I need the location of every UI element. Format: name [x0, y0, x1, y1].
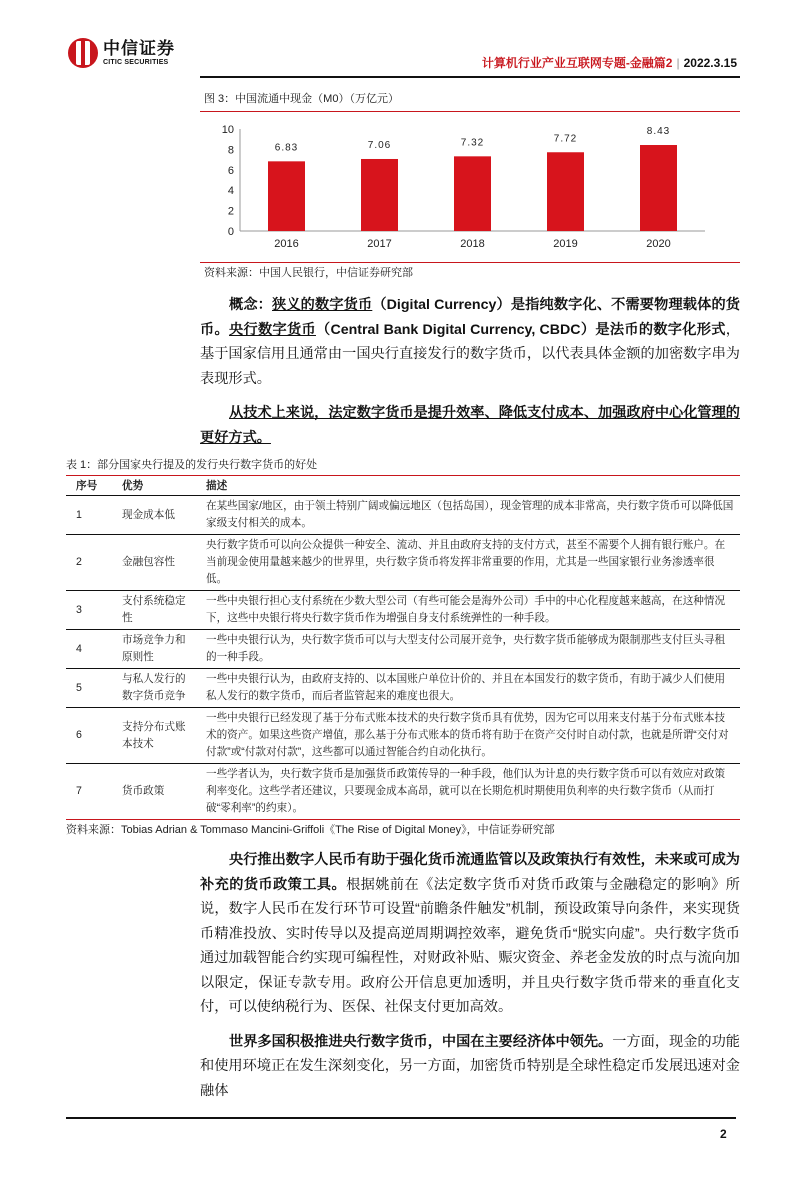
table-row: [66, 535, 740, 591]
row-index: 1: [66, 496, 112, 535]
p3-bold: 央行推出数字人民币有助于强化货币流通监管以及政策执行有效性，未来或可成为补充的货币政策工具。: [200, 852, 740, 893]
m0-bar-chart: [200, 112, 740, 257]
bar: [547, 152, 584, 231]
row-index: 7: [76, 785, 82, 797]
table-row: [66, 708, 740, 764]
row-advantage: 与私人发行的数字货币竞争: [112, 669, 196, 708]
logo-en: CITIC SECURITIES: [103, 59, 169, 66]
row-description: 一些中央银行担心支付系统在少数大型公司（有些可能会是海外公司）手中的中心化程度越来越高，在这种情况下，这些中央银行将央行数字货币作为增强自身支付系统弹性的一种手段。: [196, 591, 740, 630]
global-cbdc-paragraph: [200, 1030, 740, 1104]
p1-s5: （Central Bank Digital Currency, CBDC）是法币的数字化形式: [315, 321, 726, 338]
page-footer: [0, 1103, 793, 1193]
table-row: [66, 669, 740, 708]
report-date: 2022.3.15: [683, 56, 737, 70]
y-tick-label: 6: [227, 164, 234, 177]
x-tick-label: 2019: [553, 238, 578, 250]
y-tick-label: 2: [227, 205, 234, 218]
row-advantage: 金融包容性: [112, 535, 196, 591]
concept-paragraph: [200, 293, 740, 391]
x-tick-label: 2018: [460, 238, 485, 250]
row-index: 4: [66, 630, 112, 669]
table-row: [66, 591, 740, 630]
y-tick-label: 0: [227, 226, 234, 238]
row-description: 一些中央银行认为，央行数字货币可以与大型支付公司展开竞争，央行数字货币能够成为限制那些支付巨头寻租的一种手段。: [196, 630, 740, 669]
citic-logo-icon: [68, 38, 98, 68]
table-bottom-rule: [66, 819, 740, 820]
data-label: 7.06: [367, 139, 392, 151]
row-description: 一些中央银行认为，由政府支持的、以本国账户单位计价的、并且在本国发行的数字货币，有助于减少人们使用私人发行的数字货币，而后者监管起来的难度也很大。: [196, 669, 740, 708]
header-index: 序号: [66, 476, 112, 496]
header-separator: |: [676, 56, 680, 70]
table-row: [66, 630, 740, 669]
figure-caption: 图 3：中国流通中现金（M0）（万亿元）: [204, 93, 399, 105]
figure-source: 资料来源：中国人民银行，中信证券研究部: [204, 267, 413, 279]
header-rule: [200, 76, 740, 78]
row-index: 3: [66, 591, 112, 630]
bar: [640, 145, 677, 231]
row-description: 一些学者认为，央行数字货币是加强货币政策传导的一种手段，他们认为计息的央行数字货币可以有效应对政策利率变化。这些学者还建议，只要现金成本高昂，就可以在长期危机时期使用负利率的央行数字货币（从而打破“零利率”的约束）。: [206, 768, 726, 814]
p1-s2: 狭义的数字货币: [272, 297, 373, 313]
row-index: 5: [66, 669, 112, 708]
company-logo: [68, 38, 175, 68]
data-label: 7.72: [553, 133, 578, 145]
table-row: [66, 496, 740, 535]
table-caption: 表 1：部分国家央行提及的发行央行数字货币的好处: [66, 459, 318, 471]
row-advantage: 支付系统稳定性: [112, 591, 196, 630]
row-index: 2: [66, 535, 112, 591]
row-advantage: 市场竞争力和原则性: [112, 630, 196, 669]
data-label: 6.83: [274, 142, 299, 154]
header-description: 描述: [196, 476, 740, 496]
y-tick-label: 4: [227, 185, 234, 198]
row-description: 在某些国家/地区，由于领土特别广阔或偏远地区（包括岛国），现金管理的成本非常高，央行数字货币可以降低国家级支付相关的成本。: [196, 496, 740, 535]
p4-rest: 一方面，现金的功能和使用环境正在发生深刻变化，另一方面，加密货币特别是全球性稳定币发展迅速对金融体: [200, 1033, 740, 1099]
table-header-row: [66, 476, 740, 496]
technical-paragraph: [200, 401, 740, 450]
y-tick-label: 8: [227, 144, 234, 157]
table-row: [66, 764, 740, 820]
footer-rule: [66, 1117, 736, 1119]
p3-rest: 根据姚前在《法定数字货币对货币政策与金融稳定的影响》所说，数字人民币在发行环节可设置“前瞻条件触发”机制，预设政策导向条件，来实现货币精准投放、实时传导以及提高逆周期调控效率，避免货币“脱实向虚”。央行数字货币通过加载智能合约实现可编程性，对财政补贴、赈灾资金、养老金发放的时点与流向加以限定，保证专款专用。政府公开信息更加透明，并且央行数字货币带来的垂直化支付，可以使纳税行为、医保、社保支付更加高效。: [200, 876, 740, 1015]
row-advantage: 现金成本低: [112, 496, 196, 535]
p1-s1: 概念：: [229, 297, 272, 313]
page-number: 2: [720, 1126, 727, 1141]
p2-text: 从技术上来说，法定数字货币是提升效率、降低支付成本、加强政府中心化管理的更好方式。: [200, 405, 740, 446]
y-tick-label: 10: [221, 124, 234, 136]
x-tick-label: 2017: [367, 238, 392, 250]
row-advantage: 货币政策: [122, 785, 165, 797]
row-description: 央行数字货币可以向公众提供一种安全、流动、并且由政府支持的支付方式，甚至不需要个人拥有银行账户。在当前现金使用量越来越少的世界里，央行数字货币将发挥非常重要的作用，尤其是一些国家银行业务渗透率很低。: [196, 535, 740, 591]
bar: [361, 159, 398, 231]
p1-s6: ，基于国家信用且通常由一国央行直接发行的数字货币，以代表具体金额的加密数字串为表现形式。: [200, 321, 740, 387]
x-tick-label: 2020: [646, 238, 671, 250]
row-index: 6: [66, 708, 112, 764]
p1-s3: （Digital Currency）是指纯数字化、不需要物理载体的货币。: [200, 297, 740, 338]
row-description: 一些中央银行已经发现了基于分布式账本技术的央行数字货币具有优势，因为它可以用来支付基于分布式账本技术的资产。如果这些资产增值，那么基于分布式账本的货币将有助于在资产交付时自动付款，也就是所谓“交付对付款”或“付款对付款”，这些都可以通过智能合约自动化执行。: [196, 708, 740, 764]
benefits-table: [66, 476, 740, 819]
ecny-policy-paragraph: [200, 848, 740, 1020]
bar: [454, 156, 491, 231]
table-source: 资料来源：Tobias Adrian & Tommaso Mancini-Griffoli《The Rise of Digital Money》，中信证券研究部: [66, 824, 555, 836]
bar: [268, 161, 305, 231]
p4-bold: 世界多国积极推进央行数字货币，中国在主要经济体中领先。: [229, 1033, 613, 1050]
data-label: 7.32: [460, 137, 485, 149]
figure-source-rule: [200, 262, 740, 263]
report-title: 计算机行业产业互联网专题-金融篇2: [481, 56, 673, 70]
logo-cn: 中信证券: [103, 39, 175, 58]
p1-s4: 央行数字货币: [229, 321, 316, 338]
x-tick-label: 2016: [274, 238, 299, 250]
data-label: 8.43: [646, 126, 671, 138]
report-header: [482, 54, 737, 71]
header-advantage: 优势: [112, 476, 196, 496]
row-advantage: 支持分布式账本技术: [112, 708, 196, 764]
